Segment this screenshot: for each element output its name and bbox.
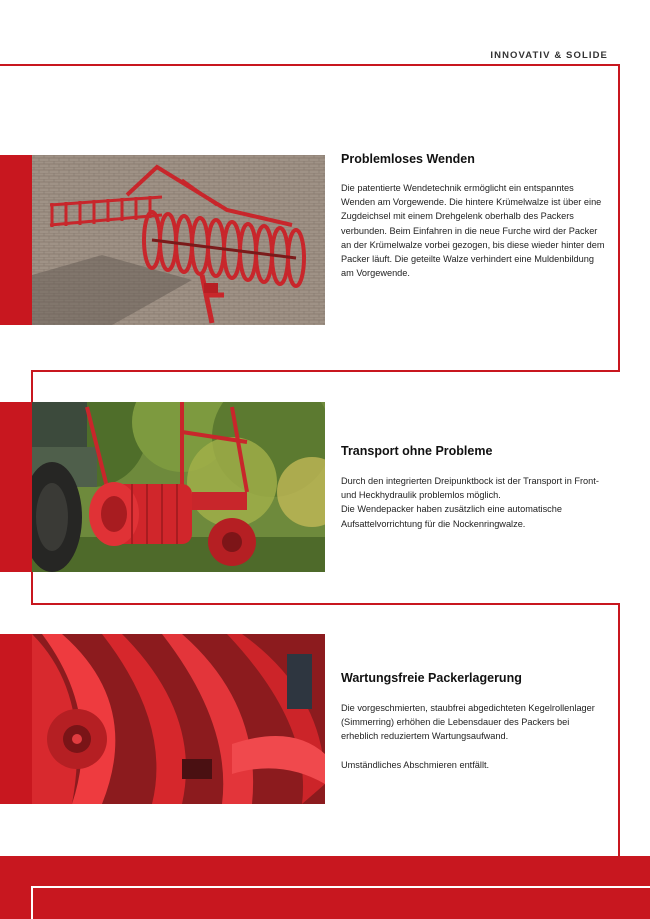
frame-line [618, 603, 620, 858]
section-title: Wartungsfreie Packerlagerung [341, 671, 522, 685]
section-photo-lagerung [32, 634, 325, 804]
section-body [341, 181, 606, 280]
section-title: Problemloses Wenden [341, 152, 475, 166]
footer-frame-line [31, 886, 33, 919]
header-tagline: INNOVATIV & SOLIDE [490, 50, 608, 61]
frame-line [31, 370, 620, 372]
section-paragraph: Die vorgeschmierten, staubfrei abgedichteten Kegelrollenlager (Simmerring) erhöhen die Lebensdauer des Packers bei erheblich reduziertem Wartungsaufwand. [341, 703, 595, 742]
section-title: Transport ohne Probleme [341, 444, 493, 458]
side-accent-block [0, 634, 32, 804]
section-body [341, 701, 606, 772]
section-paragraph-line: Die Wendepacker haben zusätzlich eine automatische Aufsattelvorrichtung für die Nockenringwalze. [341, 504, 562, 529]
section-paragraph: Umständliches Abschmieren entfällt. [341, 759, 490, 770]
side-accent-block [0, 402, 32, 572]
section-body [341, 474, 606, 531]
frame-line [618, 64, 620, 372]
frame-line [0, 64, 620, 66]
footer-frame-line [31, 886, 650, 888]
section-photo-transport [32, 402, 325, 572]
frame-line [31, 603, 620, 605]
side-accent-block [0, 155, 32, 325]
section-paragraph-line: Durch den integrierten Dreipunktbock ist der Transport in Front- und Heckhydraulik problemlos möglich. [341, 476, 599, 501]
section-paragraph [341, 474, 606, 531]
section-photo-wenden [32, 155, 325, 325]
section-paragraph: Die patentierte Wendetechnik ermöglicht ein entspanntes Wenden am Vorgewende. Die hintere Krümelwalze ist über eine Zugdeichsel mit einem Drehgelenk oberhalb des Packers verbunden. Beim Einfahren in die neue Furche wird der Packer an der Krümelwalze vorbei gezogen, bis diese wieder hinter dem Packer läuft. Die geteilte Walze verhindert eine Muldenbildung am Vorgewende. [341, 183, 605, 279]
